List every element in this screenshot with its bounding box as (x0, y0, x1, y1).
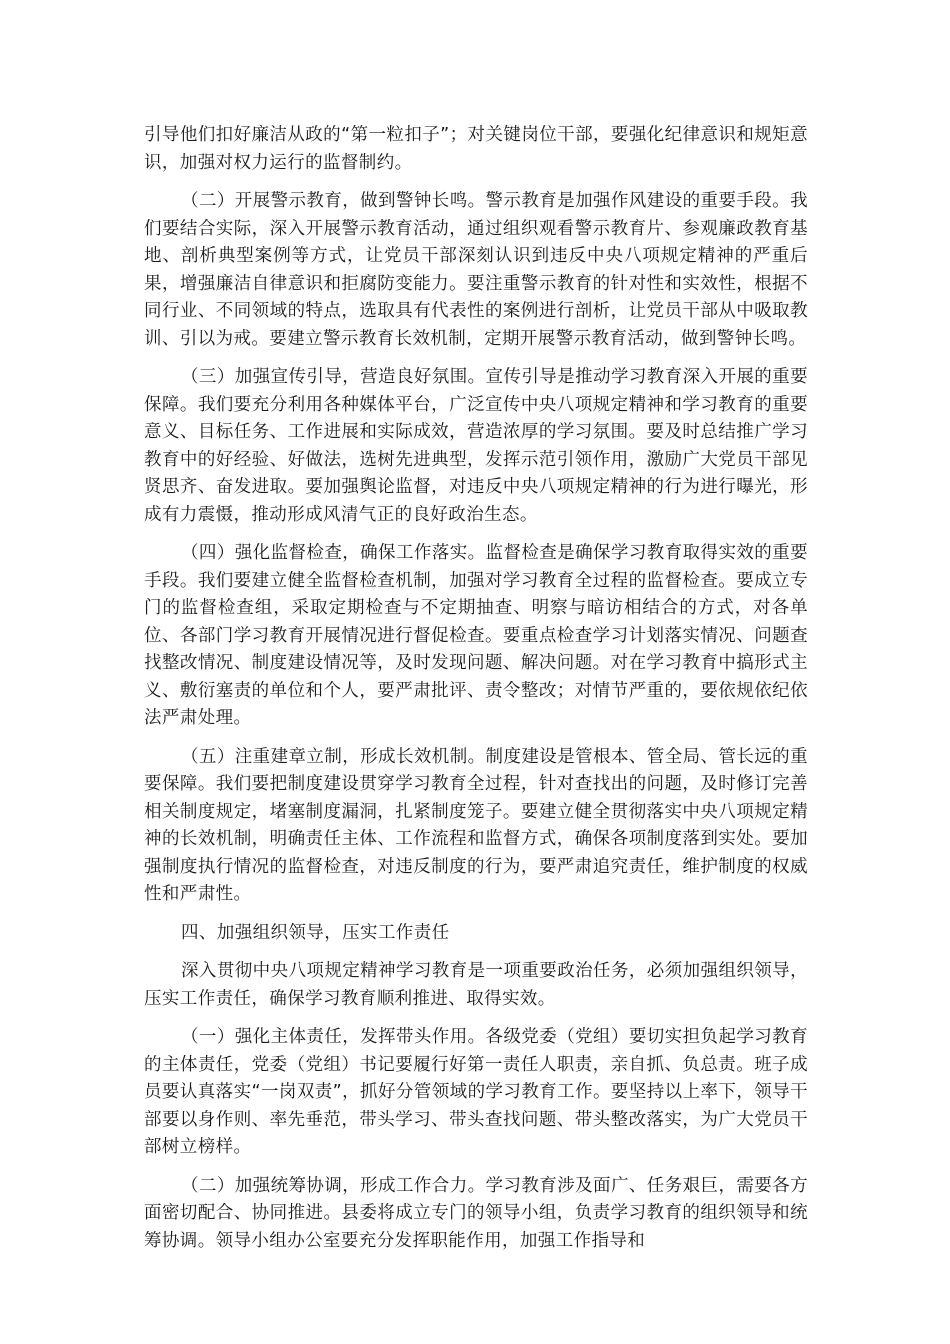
paragraph-coordination: （二）加强统筹协调，形成工作合力。学习教育涉及面广、任务艰巨，需要各方面密切配合、协同推进。县委将成立专门的领导小组，负责学习教育的组织领导和统筹协调。领导小组办公室要充分发挥职能作用，加强工作指导和 (144, 1175, 808, 1251)
paragraph-publicity-guidance: （三）加强宣传引导，营造良好氛围。宣传引导是推动学习教育深入开展的重要保障。我们要充分利用各种媒体平台，广泛宣传中央八项规定精神和学习教育的重要意义、目标任务、工作进展和实际成效，营造浓厚的学习氛围。要及时总结推广学习教育中的好经验、好做法，选树先进典型，发挥示范引领作用，激励广大党员干部见贤思齐、奋发进取。要加强舆论监督，对违反中央八项规定精神的行为进行曝光，形成有力震慑，推动形成风清气正的良好政治生态。 (144, 367, 808, 525)
section-heading: 四、加强组织领导，压实工作责任 (181, 922, 450, 943)
paragraph-institution-building: （五）注重建章立制，形成长效机制。制度建设是管根本、管全局、管长远的重要保障。我们要把制度建设贯穿学习教育全过程，针对查找出的问题，及时修订完善相关制度规定，堵塞制度漏洞，扎紧制度笼子。要建立健全贯彻落实中央八项规定精神的长效机制，明确责任主体、工作流程和监督方式，确保各项制度落到实处。要加强制度执行情况的监督检查，对违反制度的行为，要严肃追究责任，维护制度的权威性和严肃性。 (144, 746, 808, 904)
paragraph-warning-education: （二）开展警示教育，做到警钟长鸣。警示教育是加强作风建设的重要手段。我们要结合实际，深入开展警示教育活动，通过组织观看警示教育片、参观廉政教育基地、剖析典型案例等方式，让党员干部深刻认识到违反中央八项规定精神的严重后果，增强廉洁自律意识和拒腐防变能力。要注重警示教育的针对性和实效性，根据不同行业、不同领域的特点，选取具有代表性的案例进行剖析，让党员干部从中吸取教训、引以为戒。要建立警示教育长效机制，定期开展警示教育活动，做到警钟长鸣。 (144, 191, 808, 349)
paragraph-continued: 引导他们扣好廉洁从政的“第一粒扣子”；对关键岗位干部，要强化纪律意识和规矩意识，加强对权力运行的监督制约。 (144, 125, 808, 173)
paragraph-supervision-inspection: （四）强化监督检查，确保工作落实。监督检查是确保学习教育取得实效的重要手段。我们要建立健全监督检查机制，加强对学习教育全过程的监督检查。要成立专门的监督检查组，采取定期检查与不定期抽查、明察与暗访相结合的方式，对各单位、各部门学习教育开展情况进行督促检查。要重点检查学习计划落实情况、问题查找整改情况、制度建设情况等，及时发现问题、解决问题。对在学习教育中搞形式主义、敷衍塞责的单位和个人，要严肃批评、责令整改；对情节严重的，要依规依纪依法严肃处理。 (144, 543, 808, 728)
paragraph-main-responsibility: （一）强化主体责任，发挥带头作用。各级党委（党组）要切实担负起学习教育的主体责任，党委（党组）书记要履行好第一责任人职责，亲自抓、负总责。班子成员要认真落实“一岗双责”，抓好分管领域的学习教育工作。要坚持以上率下，领导干部要以身作则、率先垂范，带头学习、带头查找问题、带头整改落实，为广大党员干部树立榜样。 (144, 1027, 808, 1157)
paragraph-section-intro: 深入贯彻中央八项规定精神学习教育是一项重要政治任务，必须加强组织领导，压实工作责任，确保学习教育顺利推进、取得实效。 (144, 961, 808, 1009)
document-body (144, 122, 808, 1266)
